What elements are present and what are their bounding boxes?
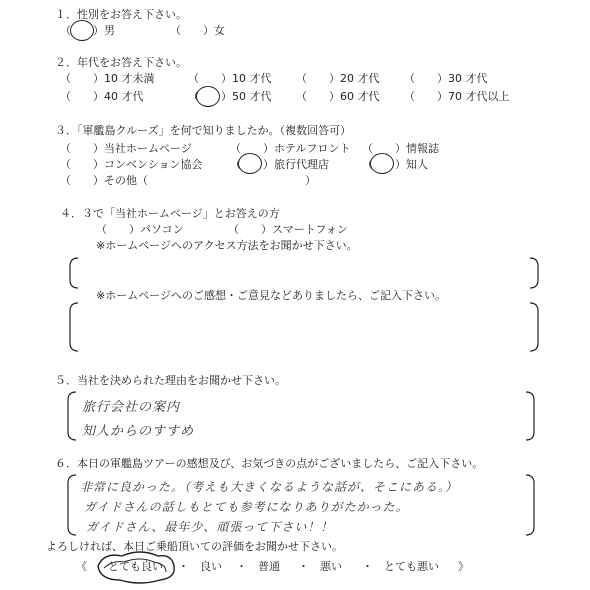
q2-option-under10[interactable]: （ ）10 才未満: [60, 72, 155, 85]
q3-title: ３．「軍艦島クルーズ」を何で知りましたか。（複数回答可）: [55, 124, 352, 137]
q3-option-homepage[interactable]: （ ）当社ホームページ: [60, 142, 192, 155]
q5-handwritten-line-1: 旅行会社の案内: [82, 400, 181, 415]
q2-option-70plus[interactable]: （ ）70 才代以上: [404, 90, 510, 103]
q1-title: １．性別をお答え下さい。: [55, 8, 187, 21]
q3-option-acquaintance[interactable]: （ ）知人: [362, 158, 428, 171]
rating-option-very-good[interactable]: とても良い: [108, 560, 163, 573]
q3-other-close-paren: ）: [305, 174, 316, 187]
q2-title: ２．年代をお答え下さい。: [55, 56, 187, 69]
q4-title: ４．３で「当社ホームページ」とお答えの方: [60, 207, 280, 220]
q5-title: ５．当社を決められた理由をお聞かせ下さい。: [55, 374, 286, 387]
q6-handwritten-line-2: ガイドさんの話しもとても参考になりありがたかった。: [84, 500, 409, 514]
q2-option-20s[interactable]: （ ）20 才代: [296, 72, 380, 85]
rating-open-bracket: 《: [76, 560, 87, 573]
rating-option-bad[interactable]: ・ 悪い: [298, 560, 342, 573]
q4-impression-prompt: ※ホームページへのご感想・ご意見などありましたら、ご記入下さい。: [96, 289, 446, 302]
q4-option-pc[interactable]: （ ）パソコン: [96, 223, 184, 236]
q1-option-female[interactable]: （ ）女: [170, 24, 225, 37]
q3-option-other[interactable]: （ ）その他（: [60, 174, 148, 187]
q2-option-30s[interactable]: （ ）30 才代: [404, 72, 488, 85]
q6-handwritten-line-3: ガイドさん、最年少、頑張って下さい！！: [86, 520, 334, 534]
q2-option-10s[interactable]: （ ）10 才代: [188, 72, 272, 85]
q2-option-40s[interactable]: （ ）40 才代: [60, 90, 144, 103]
q1-option-male[interactable]: ）男: [93, 24, 115, 37]
q3-option-hotel-front[interactable]: （ ）ホテルフロント: [230, 142, 351, 155]
q3-option-travel-agency[interactable]: （ ）旅行代理店: [230, 158, 329, 171]
q6-handwritten-line-1: 非常に良かった。（考えも大きくなるような話が、そこにある。）: [80, 480, 459, 494]
q6-title: ６．本日の軍艦島ツアーの感想及び、お気づきの点がございましたら、ご記入下さい。: [55, 457, 484, 470]
q5-handwritten-line-2: 知人からのすすめ: [82, 424, 195, 439]
rating-prompt: よろしければ、本日ご乗船頂いての評価をお聞かせ下さい。: [46, 540, 343, 553]
rating-option-good[interactable]: ・ 良い: [178, 560, 222, 573]
q3-option-convention[interactable]: （ ）コンベンション協会: [60, 158, 203, 171]
rating-option-normal[interactable]: ・ 普通: [236, 560, 280, 573]
q4-option-smartphone[interactable]: （ ）スマートフォン: [228, 223, 348, 236]
q4-access-prompt: ※ホームページへのアクセス方法をお聞かせ下さい。: [96, 239, 358, 252]
q2-option-50s[interactable]: （ ）50 才代: [188, 90, 272, 103]
rating-option-very-bad[interactable]: ・ とても悪い: [362, 560, 439, 573]
q1-open-paren: （: [60, 24, 71, 37]
rating-close-bracket: 》: [458, 560, 469, 573]
q2-option-60s[interactable]: （ ）60 才代: [296, 90, 380, 103]
q3-option-magazine[interactable]: （ ）情報誌: [362, 142, 439, 155]
